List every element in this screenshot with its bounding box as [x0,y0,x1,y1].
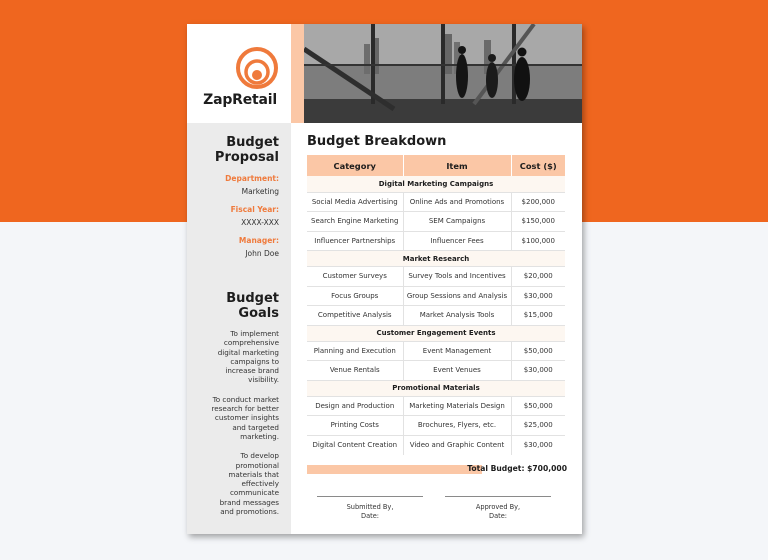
cost-cell: $200,000 [511,192,565,212]
fiscal-year-label: Fiscal Year: [230,205,279,214]
main-content [307,134,565,475]
category-cell: Influencer Partnerships [307,231,403,251]
table-row [307,396,565,416]
table-row [307,306,565,326]
cost-cell: $20,000 [511,267,565,287]
approved-date-label: Date: [489,511,507,520]
department-value: Marketing [241,187,279,196]
total-accent-bar [307,465,482,474]
budget-table [307,155,565,455]
budget-proposal-document [187,24,582,534]
goal-item: To develop promotional materials that effectively communicate brand messages and promotions. [219,451,279,517]
section-row [307,176,565,192]
category-cell: Focus Groups [307,286,403,306]
proposal-title-line2: Proposal [214,150,279,165]
item-cell: SEM Campaigns [403,212,511,232]
concentric-circles-logo-icon [235,46,279,90]
budget-breakdown-title: Budget Breakdown [307,134,447,149]
submitted-by-signature [317,496,423,520]
cost-cell: $150,000 [511,212,565,232]
table-row [307,192,565,212]
goal-item: To implement comprehensive digital marketing campaigns to increase brand visibility. [217,329,279,385]
manager-value: John Doe [245,249,279,258]
submitted-by-label: Submitted By, [346,503,394,511]
office-skyline-photo-icon [304,24,582,123]
table-row [307,267,565,287]
signature-line [445,496,551,497]
signature-line [317,496,423,497]
budget-goals-title: Budget Goals [226,291,279,321]
item-cell: Survey Tools and Incentives [403,267,511,287]
approved-by-signature [445,496,551,520]
category-cell: Search Engine Marketing [307,212,403,232]
item-cell: Event Management [403,341,511,361]
column-header-item: Item [403,155,511,176]
brand-name: ZapRetail [203,92,277,108]
section-title: Market Research [307,251,565,267]
column-header-category: Category [307,155,403,176]
category-cell: Planning and Execution [307,341,403,361]
sidebar [187,123,291,534]
section-row [307,380,565,396]
cost-cell: $50,000 [511,341,565,361]
table-row [307,416,565,436]
cost-cell: $15,000 [511,306,565,326]
cost-cell: $50,000 [511,396,565,416]
submitted-date-label: Date: [361,511,379,520]
section-row [307,251,565,267]
total-budget: Total Budget: $700,000 [467,463,567,473]
item-cell: Event Venues [403,361,511,381]
category-cell: Social Media Advertising [307,192,403,212]
table-row [307,435,565,455]
fiscal-year-value: XXXX-XXX [241,218,279,227]
column-header-cost: Cost ($) [511,155,565,176]
logo-area [187,24,291,123]
section-title: Digital Marketing Campaigns [307,176,565,192]
category-cell: Design and Production [307,396,403,416]
total-budget-row [307,465,565,475]
cost-cell: $30,000 [511,361,565,381]
category-cell: Venue Rentals [307,361,403,381]
table-row [307,341,565,361]
table-row [307,361,565,381]
peach-accent-strip [291,24,304,123]
item-cell: Influencer Fees [403,231,511,251]
hero-photo [304,24,582,123]
cost-cell: $100,000 [511,231,565,251]
goal-item: To conduct market research for better customer insights and targeted marketing. [211,394,279,441]
department-label: Department: [225,174,279,183]
cost-cell: $25,000 [511,416,565,436]
signature-area [317,496,557,526]
section-title: Promotional Materials [307,380,565,396]
item-cell: Video and Graphic Content [403,435,511,455]
proposal-title [193,135,279,165]
manager-label: Manager: [238,236,279,245]
item-cell: Brochures, Flyers, etc. [403,416,511,436]
table-row [307,212,565,232]
table-header-row [307,155,565,176]
table-row [307,286,565,306]
category-cell: Competitive Analysis [307,306,403,326]
proposal-title-line1: Budget [226,135,279,150]
cost-cell: $30,000 [511,286,565,306]
cost-cell: $30,000 [523,441,553,449]
section-row [307,325,565,341]
item-cell: Group Sessions and Analysis [403,286,511,306]
category-cell: Printing Costs [307,416,403,436]
section-title: Customer Engagement Events [307,325,565,341]
item-cell: Marketing Materials Design [403,396,511,416]
item-cell: Market Analysis Tools [403,306,511,326]
table-row [307,231,565,251]
category-cell: Customer Surveys [307,267,403,287]
item-cell: Online Ads and Promotions [403,192,511,212]
approved-by-label: Approved By, [475,503,521,511]
category-cell: Digital Content Creation [307,435,403,455]
